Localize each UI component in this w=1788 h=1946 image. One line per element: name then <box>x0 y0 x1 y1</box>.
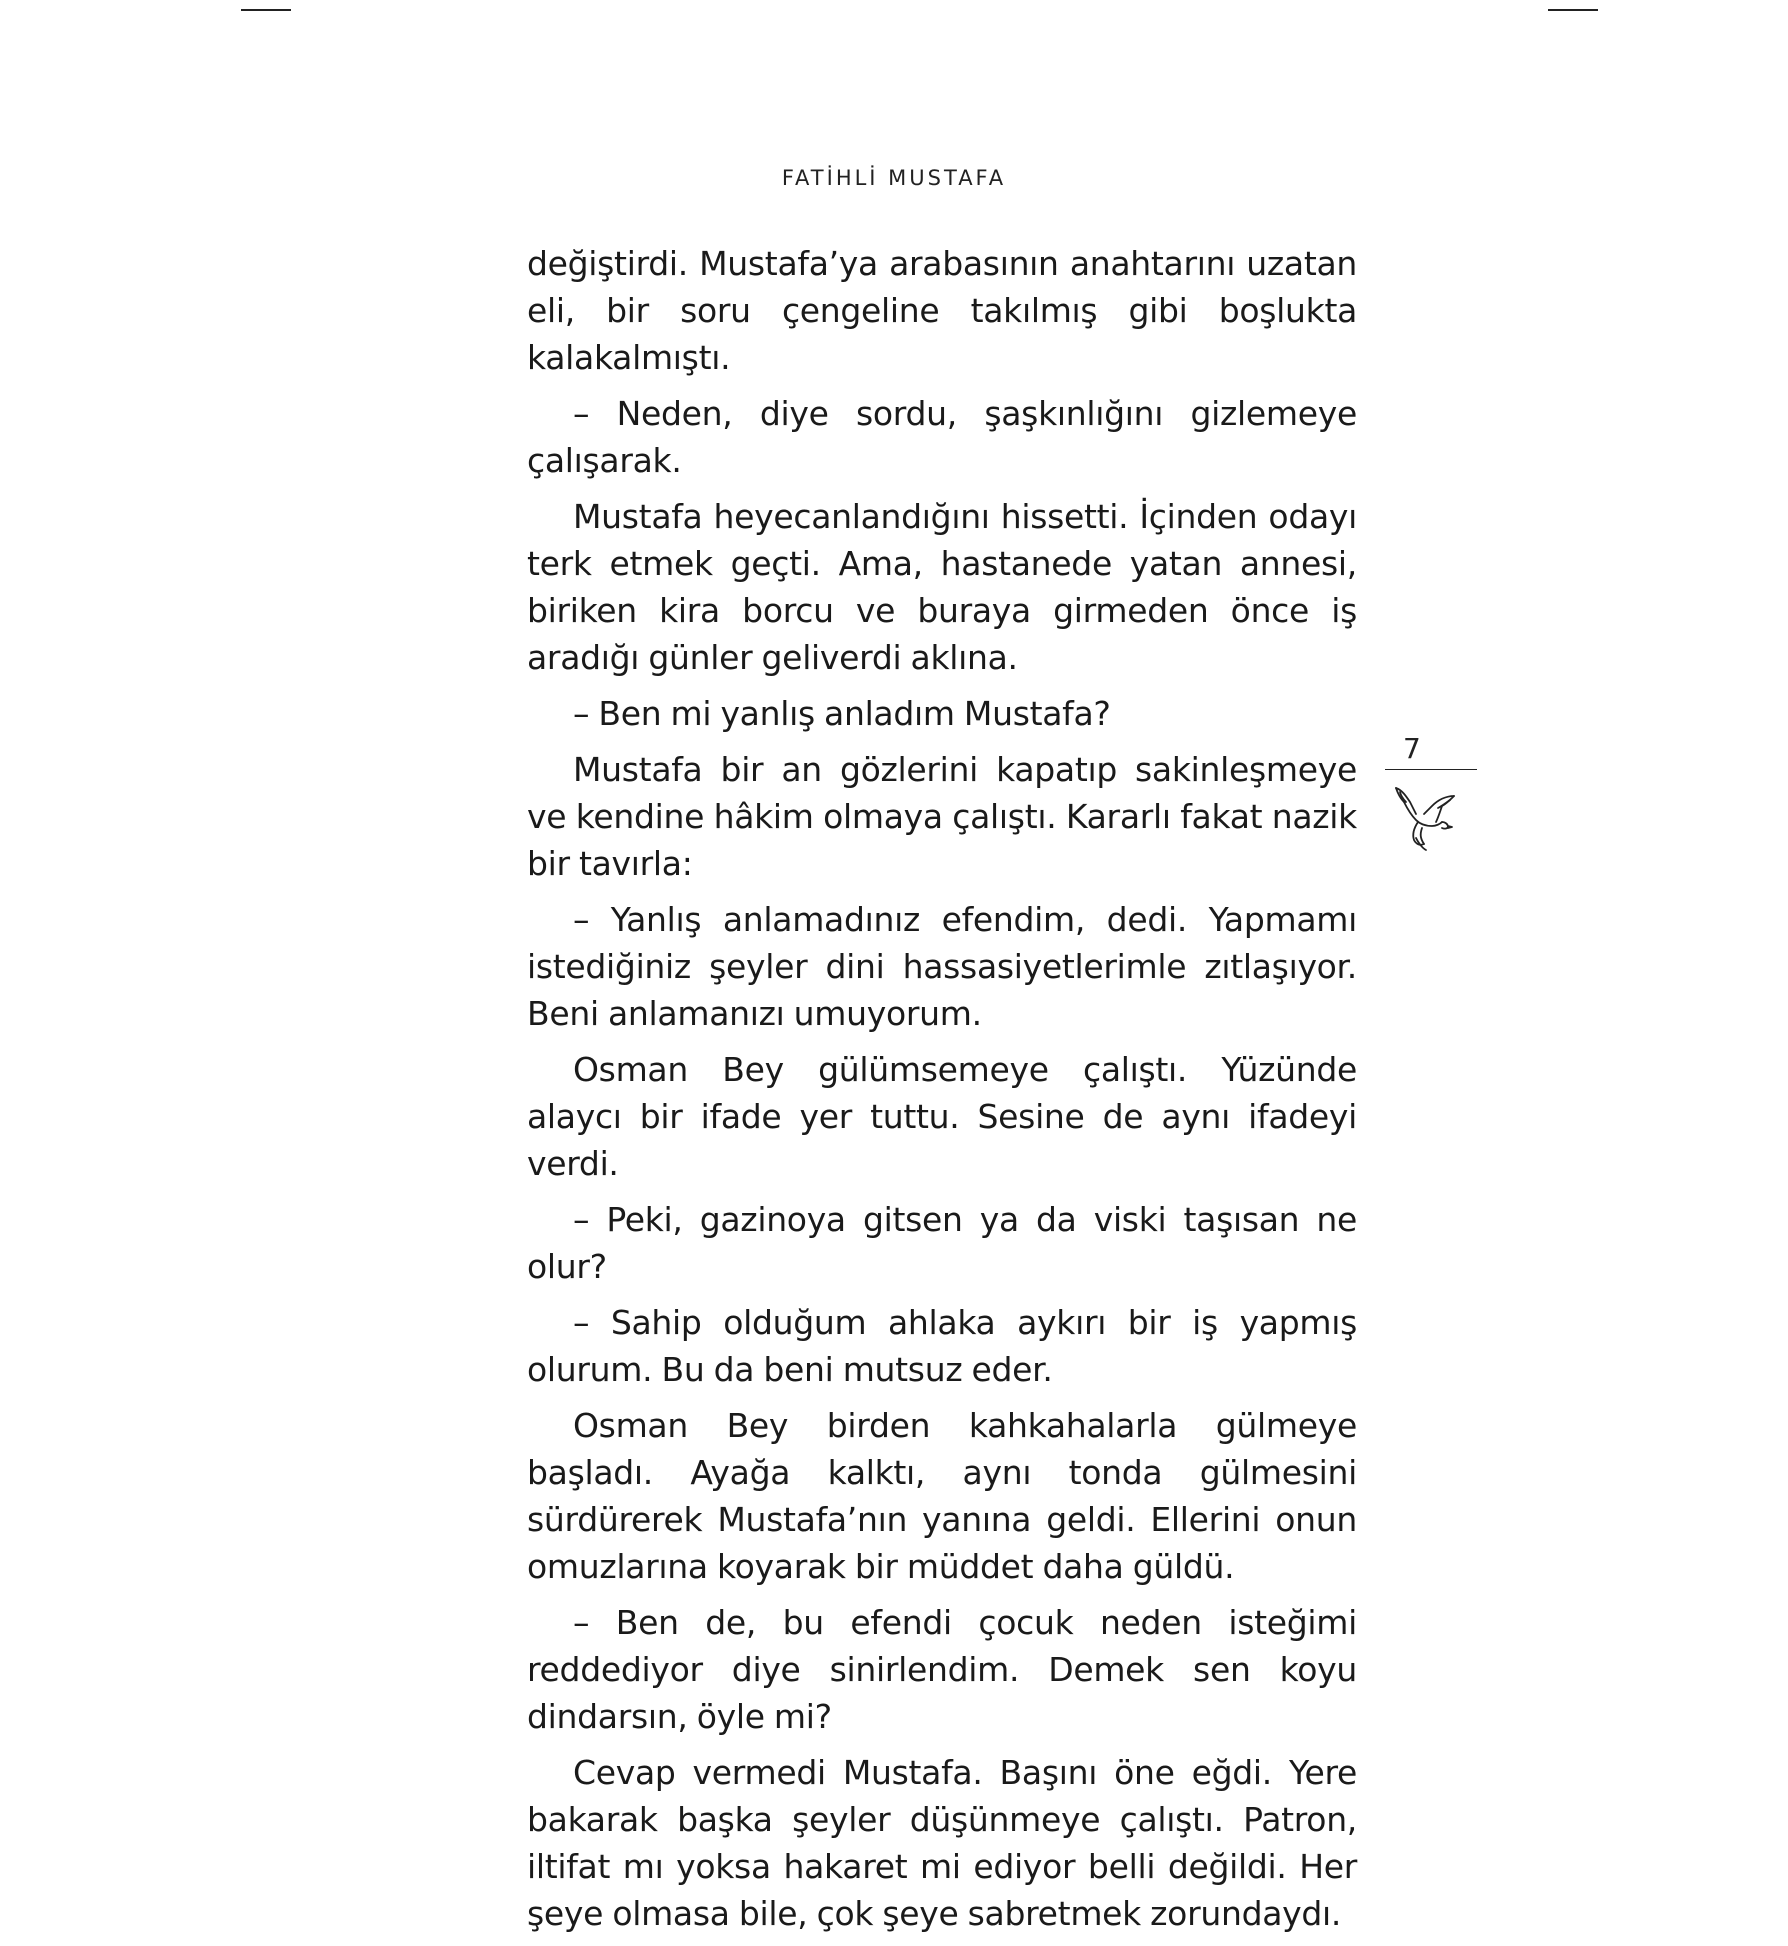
paragraph: Mustafa bir an gözlerini kapatıp sakinleşmeye ve kendine hâkim olmaya çalıştı. Kararlı fakat nazik bir tavırla: <box>527 750 1357 883</box>
paragraph: – Ben de, bu efendi çocuk neden isteğimi reddediyor diye sinirlendim. Demek sen koyu dindarsın, öyle mi? <box>527 1603 1357 1736</box>
crop-mark-right <box>1548 9 1598 11</box>
paragraph: Cevap vermedi Mustafa. Başını öne eğdi. Yere bakarak başka şeyler düşünmeye çalıştı. Patron, iltifat mı yoksa hakaret mi ediyor belli değildi. Her şeye olmasa bile, çok şeye sabretmek zorundaydı. <box>527 1753 1357 1933</box>
paragraph: Osman Bey gülümsemeye çalıştı. Yüzünde alaycı bir ifade yer tuttu. Sesine de aynı ifadeyi verdi. <box>527 1050 1357 1183</box>
paragraph: – Yanlış anlamadınız efendim, dedi. Yapmamı istediğiniz şeyler dini hassasiyetlerimle zıtlaşıyor. Beni anlamanızı umuyorum. <box>527 900 1357 1033</box>
crop-mark-left <box>241 9 291 11</box>
paragraph: – Neden, diye sordu, şaşkınlığını gizlemeye çalışarak. <box>527 394 1357 480</box>
page-number: 7 <box>1403 732 1421 765</box>
paragraph: değiştirdi. Mustafa’ya arabasının anahtarını uzatan eli, bir soru çengeline takılmış gibi boşlukta kalakalmıştı. <box>527 244 1357 377</box>
paragraph: – Peki, gazinoya gitsen ya da viski taşısan ne olur? <box>527 1200 1357 1286</box>
paragraph: Mustafa heyecanlandığını hissetti. İçinden odayı terk etmek geçti. Ama, hastanede yatan annesi, biriken kira borcu ve buraya girmeden önce iş aradığı günler geliverdi aklına. <box>527 497 1357 677</box>
paragraph: Osman Bey birden kahkahalarla gülmeye başladı. Ayağa kalktı, aynı tonda gülmesini sürdürerek Mustafa’nın yanına geldi. Ellerini onun omuzlarına koyarak bir müddet daha güldü. <box>527 1406 1357 1586</box>
paragraph: – Ben mi yanlış anladım Mustafa? <box>573 694 1111 733</box>
running-title: FATİHLİ MUSTAFA <box>781 166 1007 190</box>
page-number-rule <box>1385 769 1477 770</box>
body-text <box>527 240 1357 1946</box>
dove-icon <box>1392 782 1460 852</box>
paragraph: – Sahip olduğum ahlaka aykırı bir iş yapmış olurum. Bu da beni mutsuz eder. <box>527 1303 1357 1389</box>
